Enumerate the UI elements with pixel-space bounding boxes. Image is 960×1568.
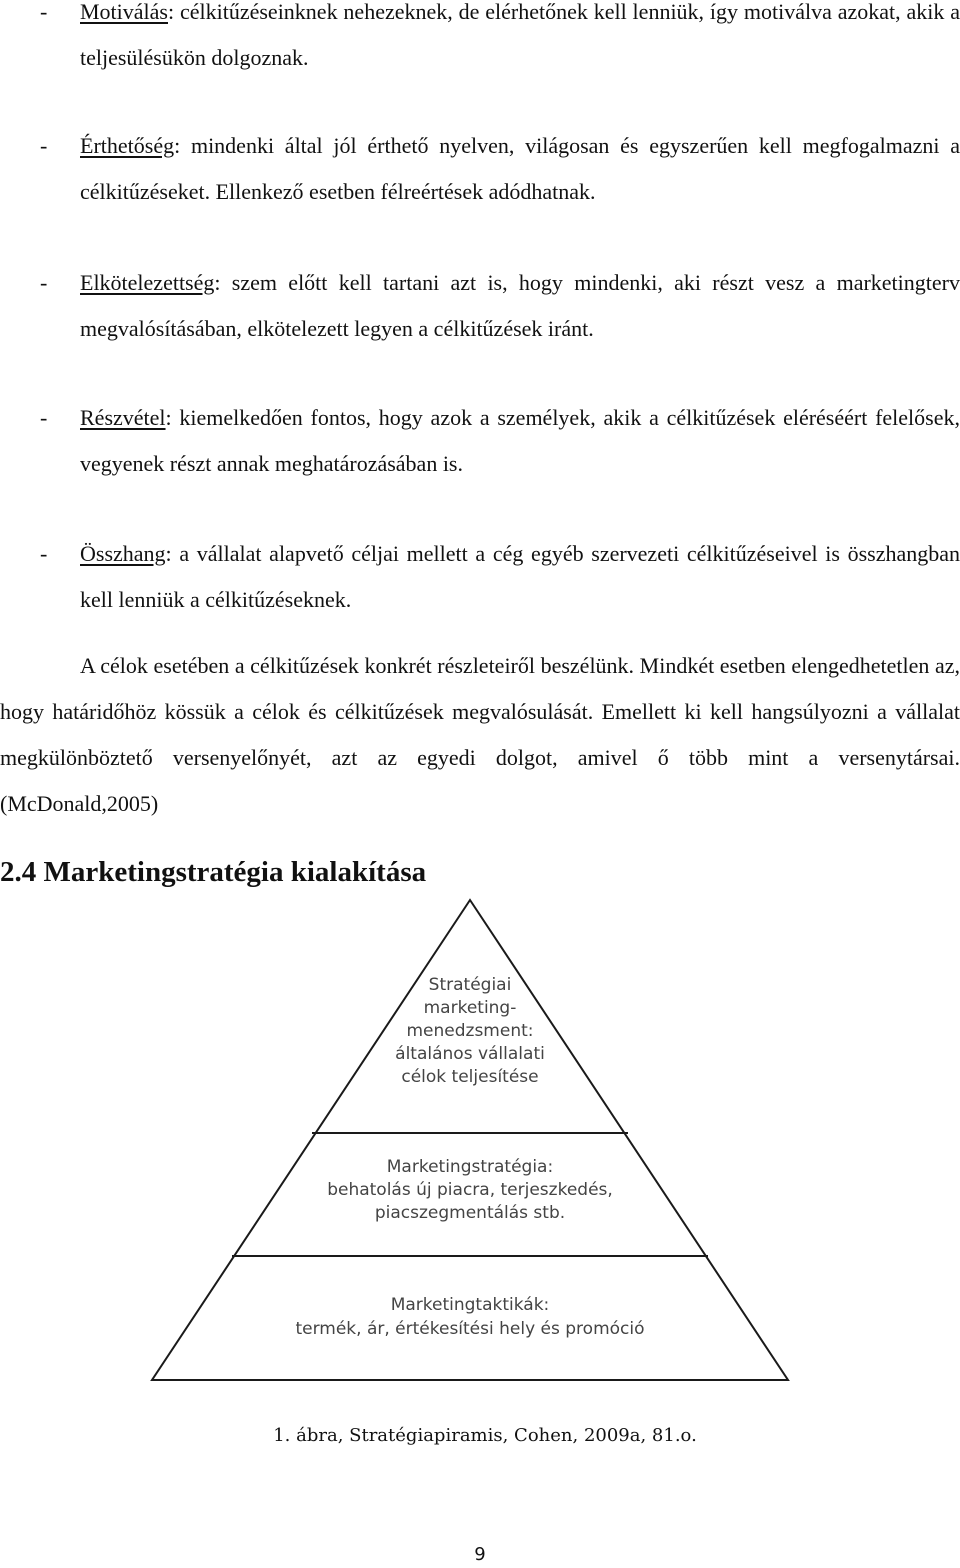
bullet-description: : kiemelkedően fontos, hogy azok a személyek, akik a célkitűzések eléréséért felelősek, vegyenek részt annak meghatározásában is. (80, 405, 960, 476)
bullet-text (80, 0, 960, 81)
pyramid-level-line: Stratégiai (428, 975, 512, 995)
pyramid-level-line: piacszegmentálás stb. (374, 1203, 566, 1223)
pyramid-level-line: általános vállalati (395, 1044, 545, 1064)
pyramid-level-line: marketing- (423, 998, 517, 1018)
strategy-pyramid (150, 898, 790, 1382)
pyramid-level-bottom (220, 1293, 720, 1341)
pyramid-level-middle (270, 1156, 670, 1225)
bullet-description: : a vállalat alapvető céljai mellett a cég egyéb szervezeti célkitűzéseivel is összhangban kell lenniük a célkitűzéseknek. (80, 541, 960, 612)
bullet-term: Részvétel (80, 405, 166, 430)
bullet-text (80, 531, 960, 623)
pyramid-level-line: menedzsment: (406, 1021, 534, 1041)
pyramid-level-line: Marketingstratégia: (386, 1157, 554, 1177)
bullet-text (80, 123, 960, 215)
pyramid-level-line: Marketingtaktikák: (390, 1295, 550, 1315)
bullet-description: : szem előtt kell tartani azt is, hogy mindenki, aki részt vesz a marketingterv megvalósításában, elkötelezett legyen a célkitűzések iránt. (80, 270, 960, 341)
section-heading: 2.4 Marketingstratégia kialakítása (0, 856, 427, 888)
bullet-description: : mindenki által jól érthető nyelven, világosan és egyszerűen kell megfogalmazni a célkitűzéseket. Ellenkező esetben félreértések adódhatnak. (80, 133, 960, 204)
pyramid-level-line: termék, ár, értékesítési hely és promóció (295, 1319, 645, 1339)
bullet-dash: - (40, 0, 48, 24)
page-number: 9 (474, 1544, 486, 1565)
bullet-dash: - (40, 133, 48, 158)
bullet-term: Érthetőség (80, 133, 175, 158)
bullet-text (80, 395, 960, 487)
figure-caption: 1. ábra, Stratégiapiramis, Cohen, 2009a, 81.o. (273, 1425, 697, 1446)
bullet-dash: - (40, 541, 48, 566)
bullet-description: : célkitűzéseinknek nehezeknek, de elérhetőnek kell lenniük, így motiválva azokat, akik a teljesülésükön dolgoznak. (80, 0, 960, 70)
bullet-term: Elkötelezettség (80, 270, 215, 295)
body-paragraph: A célok esetében a célkitűzések konkrét részleteiről beszélünk. Mindkét esetben elengedhetetlen az, hogy határidőhöz kössük a célok és célkitűzések megvalósulását. Emellett ki kell hangsúlyozni a vállalat megkülönböztető versenyelőnyét, azt az egyedi dolgot, amivel ő több mint a versenytársai. (McDonald,2005) (0, 653, 960, 816)
bullet-dash: - (40, 270, 48, 295)
bullet-dash: - (40, 405, 48, 430)
bullet-term: Összhang (80, 541, 166, 566)
pyramid-level-line: célok teljesítése (401, 1067, 539, 1087)
bullet-text (80, 260, 960, 352)
bullet-term: Motiválás (80, 0, 168, 24)
pyramid-level-top (270, 974, 670, 1089)
pyramid-level-line: behatolás új piacra, terjeszkedés, (327, 1180, 613, 1200)
